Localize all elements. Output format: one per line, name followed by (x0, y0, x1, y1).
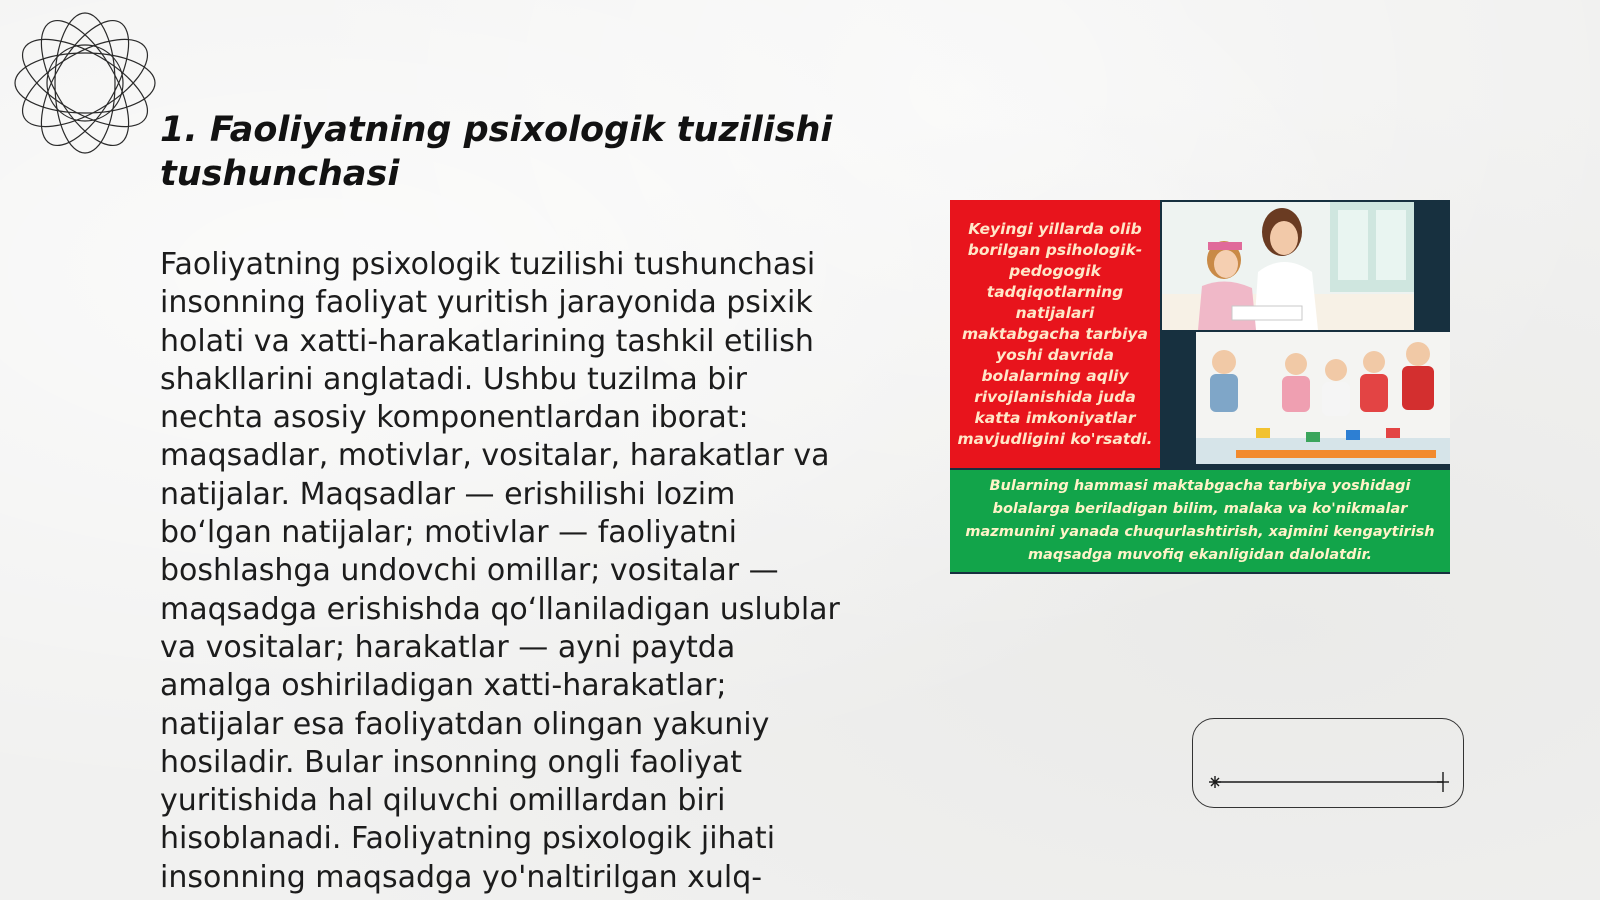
slide-title: 1. Faoliyatning psixologik tuzilishi tushunchasi (160, 110, 833, 194)
decorative-frame (1192, 718, 1464, 808)
children-playing-photo (1196, 332, 1450, 464)
infographic-green-text: Bularning hammasi maktabgacha tarbiya yoshidagi bolalarga beriladigan bilim, malaka va ko'nikmalar mazmunini yanada chuqurlashtirish, xajmini kengaytirish maqsadga muvofiq ekanligidan dalolatdir. (965, 478, 1435, 563)
infographic-red-panel (950, 200, 1160, 468)
infographic-red-text: Keyingi yillarda olib borilgan psihologik-pedogogik tadqiqotlarning natijalari maktabgacha tarbiya yoshi davrida bolalarning aqliy rivojlanishida juda katta imkoniyatlar mavjudligini ko'rsatdi. (957, 219, 1153, 448)
sparkle-line-icon (1203, 767, 1455, 797)
orbit-rings-icon (12, 10, 158, 156)
slide-body-text: Faoliyatning psixologik tuzilishi tushunchasi insonning faoliyat yuritish jarayonida psixik holati va xatti-harakatlarining tashkil etilish shakllarini anglatadi. Ushbu tuzilma bir nechta asosiy komponentlardan iborat: maqsadlar, motivlar, vositalar, harakatlar va natijalar. Maqsadlar — erishilishi lozim boʻlgan natijalar; motivlar — faoliyatni boshlashga undovchi omillar; vositalar — maqsadga erishishda qoʻllaniladigan uslublar va vositalar; harakatlar — ayni paytda amalga oshiriladigan xatti-harakatlar; natijalar esa faoliyatdan olingan yakuniy hosiladir. Bular insonning ongli faoliyat yuritishida hal qiluvchi omillardan biri hisoblanadi. Faoliyatning psixologik jihati insonning maqsadga yo'naltirilgan xulq- (160, 247, 840, 895)
teacher-child-photo (1162, 202, 1414, 330)
infographic-image (950, 200, 1450, 574)
infographic-green-panel (950, 470, 1450, 572)
